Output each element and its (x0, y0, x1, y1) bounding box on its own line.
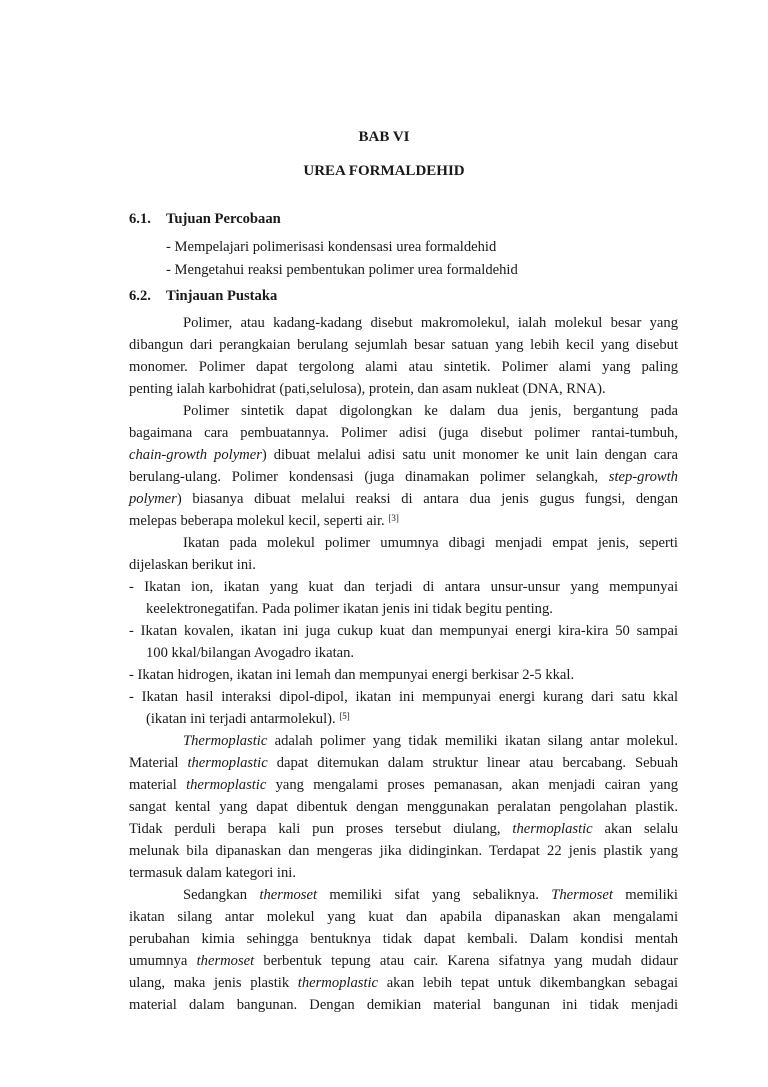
paragraph-line: Thermoplastic adalah polimer yang tidak memiliki ikatan silang antar molekul. (183, 733, 678, 749)
list-item: - Ikatan hidrogen, ikatan ini lemah dan mempunyai energi berkisar 2-5 kkal. (129, 667, 575, 683)
paragraph-line: Polimer, atau kadang-kadang disebut makromolekul, ialah molekul besar yang (183, 315, 678, 331)
paragraph-line: polymer) biasanya dibuat melalui reaksi di antara dua jenis gugus fungsi, dengan (129, 491, 678, 507)
italic-term: thermoplastic (297, 975, 379, 991)
paragraph-line: chain-growth polymer) dibuat melalui adisi satu unit monomer ke unit lain dengan cara (129, 447, 678, 463)
paragraph-line: Ikatan pada molekul polimer umumnya dibagi menjadi empat jenis, seperti (183, 535, 678, 551)
paragraph-line: material dalam bangunan. Dengan demikian material bangunan ini tidak menjadi (129, 997, 678, 1013)
tujuan-item: - Mengetahui reaksi pembentukan polimer urea formaldehid (166, 262, 518, 278)
italic-term: chain-growth polymer (129, 447, 262, 463)
italic-term: step-growth (608, 469, 678, 485)
paragraph-line: sangat kental yang dapat dibentuk dengan menggunakan peralatan pengolahan plastik. (129, 799, 678, 815)
italic-term: thermoset (259, 887, 317, 903)
paragraph-line: Material thermoplastic dapat ditemukan dalam struktur linear atau bercabang. Sebuah (129, 755, 678, 771)
section-title: Tujuan Percobaan (166, 211, 281, 227)
chapter-title: UREA FORMALDEHID (303, 163, 465, 179)
paragraph-line: umumnya thermoset berbentuk tepung atau cair. Karena sifatnya yang mudah didaur (129, 953, 678, 969)
paragraph-line: perubahan kimia sehingga bentuknya tidak dapat kembali. Dalam kondisi mentah (129, 931, 678, 947)
italic-term: thermoplastic (187, 755, 268, 771)
paragraph-line: melunak bila dipanaskan dan mengeras jika didinginkan. Terdapat 22 jenis plastik yang (129, 843, 678, 859)
paragraph-line: dibangun dari perangkaian berulang sejumlah besar satuan yang lebih kecil yang disebut (129, 337, 678, 353)
italic-term: Thermoset (551, 887, 613, 903)
paragraph-line: bagaimana cara pembuatannya. Polimer adisi (juga disebut polimer rantai-tumbuh, (129, 425, 678, 441)
tujuan-item: - Mempelajari polimerisasi kondensasi urea formaldehid (166, 239, 497, 255)
list-item-continuation: 100 kkal/bilangan Avogadro ikatan. (146, 645, 355, 661)
paragraph-line: ulang, maka jenis plastik thermoplastic akan lebih tepat untuk dikembangkan sebagai (129, 975, 678, 991)
paragraph-line: dijelaskan berikut ini. (129, 557, 256, 573)
italic-term: thermoset (196, 953, 255, 969)
paragraph-line: berulang-ulang. Polimer kondensasi (juga dinamakan polimer selangkah, step-growth (129, 469, 678, 485)
list-item: - Ikatan ion, ikatan yang kuat dan terjadi di antara unsur-unsur yang mempunyai (129, 579, 678, 595)
paragraph-line: Polimer sintetik dapat digolongkan ke dalam dua jenis, bergantung pada (183, 403, 678, 419)
section-title: Tinjauan Pustaka (166, 288, 278, 304)
list-item-continuation: (ikatan ini terjadi antarmolekul). [5] (146, 711, 350, 727)
section-heading-tinjauan (129, 288, 277, 305)
italic-term: polymer (129, 491, 177, 507)
paragraph-line: penting ialah karbohidrat (pati,selulosa), protein, dan asam nukleat (DNA, RNA). (129, 381, 606, 397)
section-number: 6.1. (129, 211, 151, 227)
citation-ref: [3] (388, 513, 399, 523)
section-number: 6.2. (129, 288, 151, 304)
paragraph-line: monomer. Polimer dapat tergolong alami atau sintetik. Polimer alami yang paling (129, 359, 678, 375)
section-heading-tujuan (129, 211, 281, 228)
paragraph-line: material thermoplastic yang mengalami proses pemanasan, akan menjadi cairan yang (129, 777, 678, 793)
italic-term: Thermoplastic (183, 733, 268, 749)
chapter-number: BAB VI (358, 129, 410, 145)
paragraph-line: ikatan silang antar molekul yang kuat dan apabila dipanaskan akan mengalami (129, 909, 678, 925)
italic-term: thermoplastic (186, 777, 267, 793)
list-item-continuation: keelektronegatifan. Pada polimer ikatan jenis ini tidak begitu penting. (146, 601, 553, 617)
paragraph-line: melepas beberapa molekul kecil, seperti air. [3] (129, 513, 399, 529)
citation-ref: [5] (339, 711, 350, 721)
italic-term: thermoplastic (512, 821, 593, 837)
paragraph-line: Tidak perduli berapa kali pun proses tersebut diulang, thermoplastic akan selalu (129, 821, 679, 837)
list-item: - Ikatan kovalen, ikatan ini juga cukup kuat dan mempunyai energi kira-kira 50 sampai (129, 623, 678, 639)
list-item: - Ikatan hasil interaksi dipol-dipol, ikatan ini mempunyai energi kurang dari satu kkal (129, 689, 678, 705)
paragraph-line: Sedangkan thermoset memiliki sifat yang sebaliknya. Thermoset memiliki (183, 887, 678, 903)
paragraph-line: termasuk dalam kategori ini. (129, 865, 296, 881)
